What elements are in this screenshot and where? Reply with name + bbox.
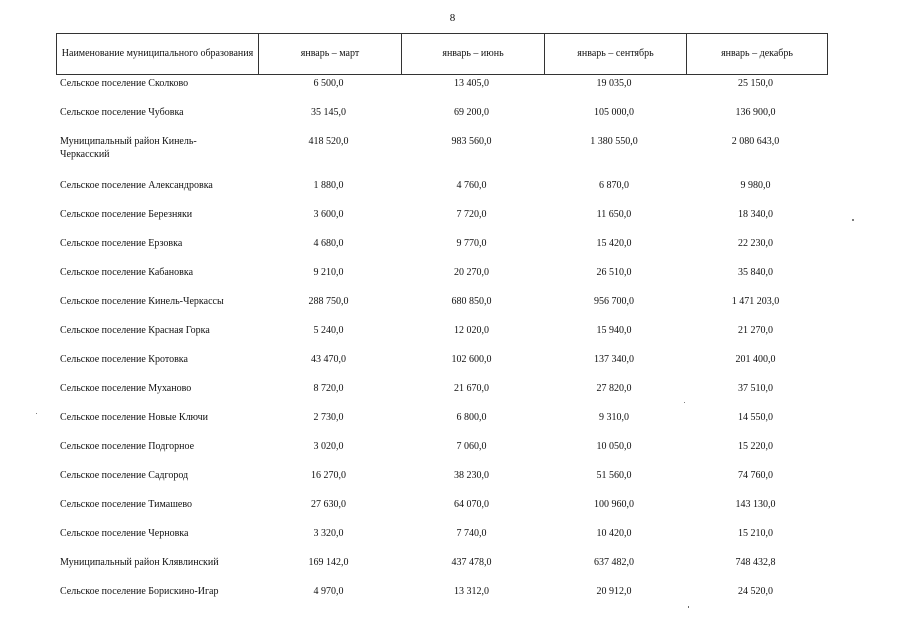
value-q1: 3 320,0 [313,528,344,539]
value-9m: 11 650,0 [596,209,632,220]
value-q1: 4 970,0 [313,586,344,597]
value-9m: 15 420,0 [596,238,632,249]
value-h1: 4 760,0 [456,180,487,191]
value-9m: 100 960,0 [594,499,634,510]
value-q1: 6 500,0 [313,78,344,89]
value-year: 22 230,0 [738,238,773,249]
value-year: 21 270,0 [738,325,773,336]
value-q1: 9 210,0 [313,267,344,278]
value-year: 35 840,0 [738,267,773,278]
value-9m: 9 310,0 [599,412,629,423]
table-row [56,556,828,569]
value-9m: 637 482,0 [594,557,634,568]
value-h1: 69 200,0 [454,107,489,118]
table-row [56,295,828,308]
row-name: Сельское поселение Кабановка [60,267,194,278]
value-q1: 35 145,0 [311,107,346,118]
value-q1: 1 880,0 [313,180,344,191]
value-9m: 10 420,0 [596,528,632,539]
value-year: 9 980,0 [740,180,771,191]
value-9m: 20 912,0 [596,586,632,597]
table-row [56,440,828,453]
value-9m: 956 700,0 [594,296,634,307]
row-name: Сельское поселение Березняки [60,209,193,220]
table-header [56,33,828,75]
value-h1: 6 800,0 [456,412,487,423]
table-row [56,353,828,366]
row-name: Сельское поселение Кинель-Черкассы [60,296,224,307]
value-h1: 38 230,0 [454,470,489,481]
table-row [56,382,828,395]
row-name: Сельское поселение Красная Горка [60,325,210,336]
value-year: 37 510,0 [738,383,773,394]
value-9m: 1 380 550,0 [590,136,638,147]
value-year: 15 220,0 [738,441,773,452]
row-name: Сельское поселение Муханово [60,383,192,394]
row-name: Сельское поселение Борискино-Игар [60,586,219,597]
scan-speck [684,402,685,403]
value-year: 143 130,0 [735,499,776,510]
row-name: Сельское поселение Чубовка [60,107,184,118]
value-year: 2 080 643,0 [731,136,780,147]
value-h1: 7 740,0 [456,528,487,539]
value-h1: 102 600,0 [451,354,492,365]
table-row [56,324,828,337]
value-q1: 3 600,0 [313,209,344,220]
table-row [56,266,828,279]
value-q1: 2 730,0 [313,412,344,423]
value-q1: 288 750,0 [308,296,349,307]
row-name: Муниципальный район Кинель-Черкасский [60,136,197,160]
column-header-9m: январь – сентябрь [544,34,686,74]
value-h1: 21 670,0 [454,383,489,394]
value-q1: 8 720,0 [313,383,344,394]
row-name: Сельское поселение Кротовка [60,354,188,365]
value-9m: 137 340,0 [594,354,634,365]
value-h1: 9 770,0 [456,238,487,249]
value-h1: 20 270,0 [454,267,489,278]
value-q1: 169 142,0 [308,557,349,568]
value-h1: 64 070,0 [454,499,489,510]
value-9m: 15 940,0 [596,325,632,336]
table-row [56,411,828,424]
value-q1: 27 630,0 [311,499,346,510]
table-row [56,179,828,192]
value-year: 14 550,0 [738,412,773,423]
value-h1: 7 060,0 [456,441,487,452]
column-header-year: январь – декабрь [686,34,827,74]
value-year: 24 520,0 [738,586,773,597]
row-name: Сельское поселение Новые Ключи [60,412,209,423]
table-row [56,77,828,90]
value-year: 25 150,0 [738,78,773,89]
value-h1: 13 312,0 [454,586,489,597]
value-9m: 19 035,0 [596,78,632,89]
row-name: Сельское поселение Ерзовка [60,238,183,249]
value-h1: 680 850,0 [451,296,492,307]
table-row [56,585,828,598]
row-name: Сельское поселение Тимашево [60,499,193,510]
value-year: 136 900,0 [735,107,776,118]
value-q1: 418 520,0 [308,136,349,147]
value-h1: 437 478,0 [451,557,492,568]
scan-speck [36,413,37,414]
value-9m: 105 000,0 [594,107,634,118]
value-9m: 10 050,0 [596,441,632,452]
table-row [56,135,828,161]
value-q1: 3 020,0 [313,441,344,452]
value-q1: 4 680,0 [313,238,344,249]
row-name: Сельское поселение Александровка [60,180,213,191]
value-year: 748 432,8 [735,557,776,568]
value-year: 74 760,0 [738,470,773,481]
value-year: 201 400,0 [735,354,776,365]
row-name: Сельское поселение Подгорное [60,441,195,452]
row-name: Сельское поселение Садгород [60,470,189,481]
value-year: 15 210,0 [738,528,773,539]
value-h1: 13 405,0 [454,78,489,89]
table-row [56,527,828,540]
row-name: Сельское поселение Сколково [60,78,189,89]
value-q1: 43 470,0 [311,354,346,365]
scan-speck [688,606,689,608]
value-q1: 5 240,0 [313,325,344,336]
row-name: Муниципальный район Клявлинский [60,557,219,568]
value-h1: 12 020,0 [454,325,489,336]
row-name: Сельское поселение Черновка [60,528,189,539]
value-9m: 27 820,0 [596,383,632,394]
value-h1: 983 560,0 [451,136,492,147]
table-row [56,106,828,119]
table-row [56,498,828,511]
value-year: 18 340,0 [738,209,773,220]
page-number: 8 [449,12,456,24]
value-9m: 51 560,0 [596,470,632,481]
value-h1: 7 720,0 [456,209,487,220]
column-header-name: Наименование муниципального образования [61,48,254,59]
value-9m: 26 510,0 [596,267,632,278]
value-q1: 16 270,0 [311,470,346,481]
column-header-h1: январь – июнь [401,34,544,74]
column-header-q1: январь – март [258,34,401,74]
scan-speck [852,219,854,221]
table-row [56,237,828,250]
value-9m: 6 870,0 [599,180,629,191]
table-row [56,208,828,221]
table-row [56,469,828,482]
value-year: 1 471 203,0 [731,296,780,307]
